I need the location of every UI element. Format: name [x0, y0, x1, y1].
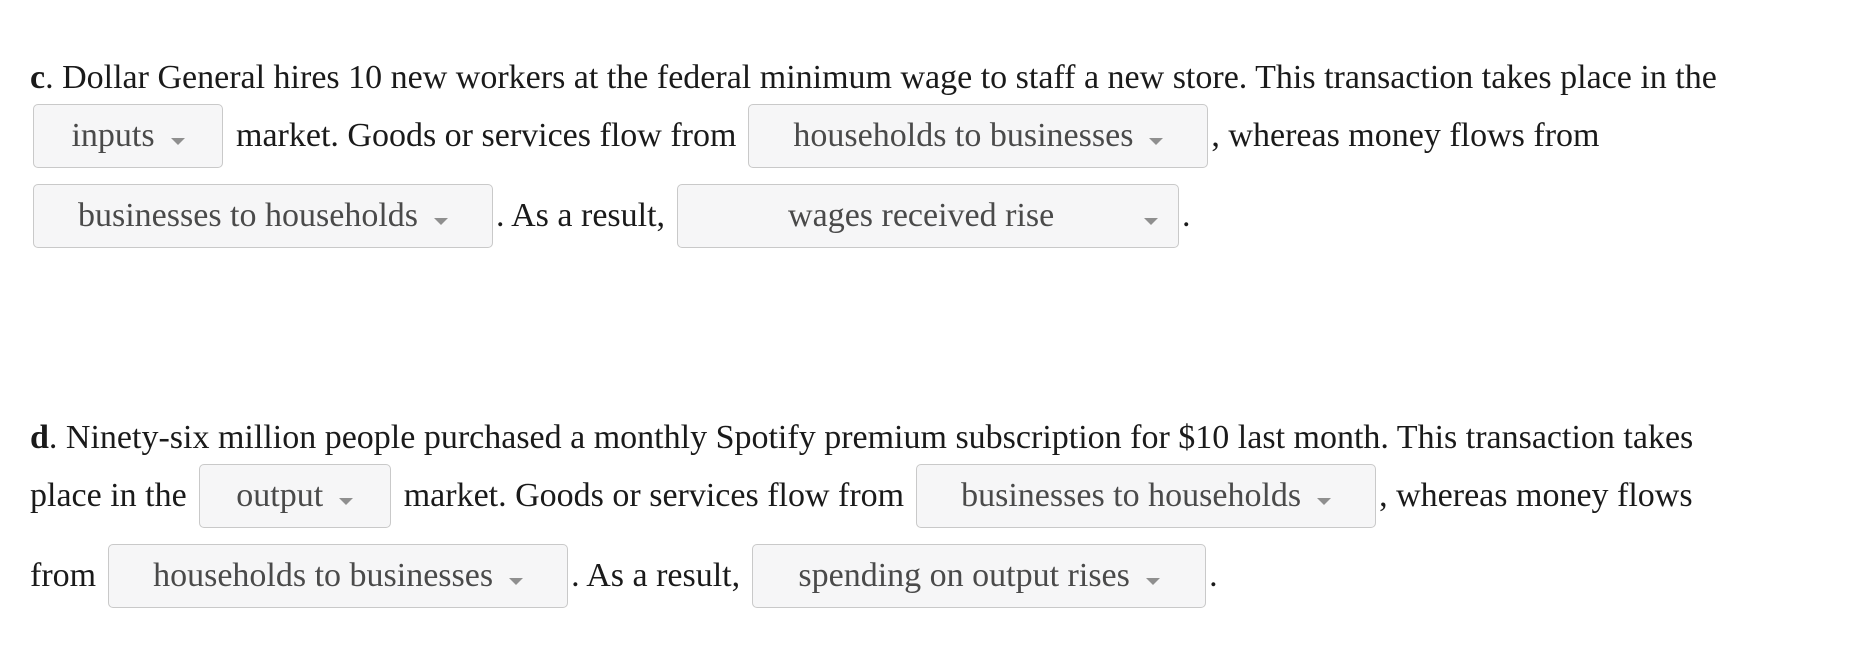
money-flow-dropdown-c[interactable] — [33, 184, 493, 248]
question-d-end-period: . — [1209, 557, 1218, 594]
question-c-market-text: market. Goods or services flow from — [236, 117, 737, 154]
money-flow-dropdown-c-value: businesses to households — [78, 197, 418, 234]
money-flow-dropdown-d-value: households to businesses — [153, 557, 494, 594]
chevron-down-icon — [1317, 498, 1331, 505]
market-dropdown-c[interactable] — [33, 104, 223, 168]
money-flow-dropdown-d[interactable] — [108, 544, 568, 608]
question-d-statement: . Ninety-six million people purchased a monthly Spotify premium subscription for $10 last month. This transaction takes — [48, 419, 1694, 456]
chevron-down-icon — [339, 498, 353, 505]
question-d-line-2 — [30, 464, 1693, 528]
chevron-down-icon — [509, 578, 523, 585]
goods-flow-dropdown-d-value: businesses to households — [961, 477, 1302, 514]
chevron-down-icon — [434, 218, 448, 225]
market-dropdown-d[interactable] — [199, 464, 391, 528]
chevron-down-icon — [1149, 138, 1163, 145]
result-dropdown-d-value: spending on output rises — [798, 557, 1130, 594]
question-c-result-text: . As a result, — [496, 197, 666, 234]
result-dropdown-d[interactable] — [752, 544, 1206, 608]
goods-flow-dropdown-d[interactable] — [916, 464, 1376, 528]
question-d-money-text: , whereas money flows — [1379, 477, 1693, 514]
market-dropdown-c-value: inputs — [71, 117, 155, 154]
question-c-line-1 — [30, 46, 1717, 110]
chevron-down-icon — [171, 138, 185, 145]
question-c-money-text: , whereas money flows from — [1211, 117, 1600, 154]
question-c-line-3 — [30, 184, 1191, 248]
result-dropdown-c-value: wages received rise — [788, 197, 1055, 234]
question-d-line-3 — [30, 544, 1218, 608]
question-d-letter: d — [30, 419, 49, 456]
question-c-end-period: . — [1182, 197, 1191, 234]
result-dropdown-c[interactable] — [677, 184, 1179, 248]
question-c-line-2 — [30, 104, 1599, 168]
question-c-statement: . Dollar General hires 10 new workers at the federal minimum wage to staff a new store. This transaction takes place in the — [45, 59, 1717, 96]
goods-flow-dropdown-c-value: households to businesses — [793, 117, 1134, 154]
market-dropdown-d-value: output — [236, 477, 324, 514]
question-d-market-text: market. Goods or services flow from — [403, 477, 905, 514]
question-c-letter: c — [30, 59, 46, 96]
goods-flow-dropdown-c[interactable] — [748, 104, 1208, 168]
question-d-from-text: from — [30, 557, 97, 594]
chevron-down-icon — [1144, 218, 1158, 225]
question-d-result-text: . As a result, — [571, 557, 741, 594]
chevron-down-icon — [1146, 578, 1160, 585]
question-d-line-1 — [30, 406, 1693, 470]
question-d-place-text: place in the — [30, 477, 187, 514]
